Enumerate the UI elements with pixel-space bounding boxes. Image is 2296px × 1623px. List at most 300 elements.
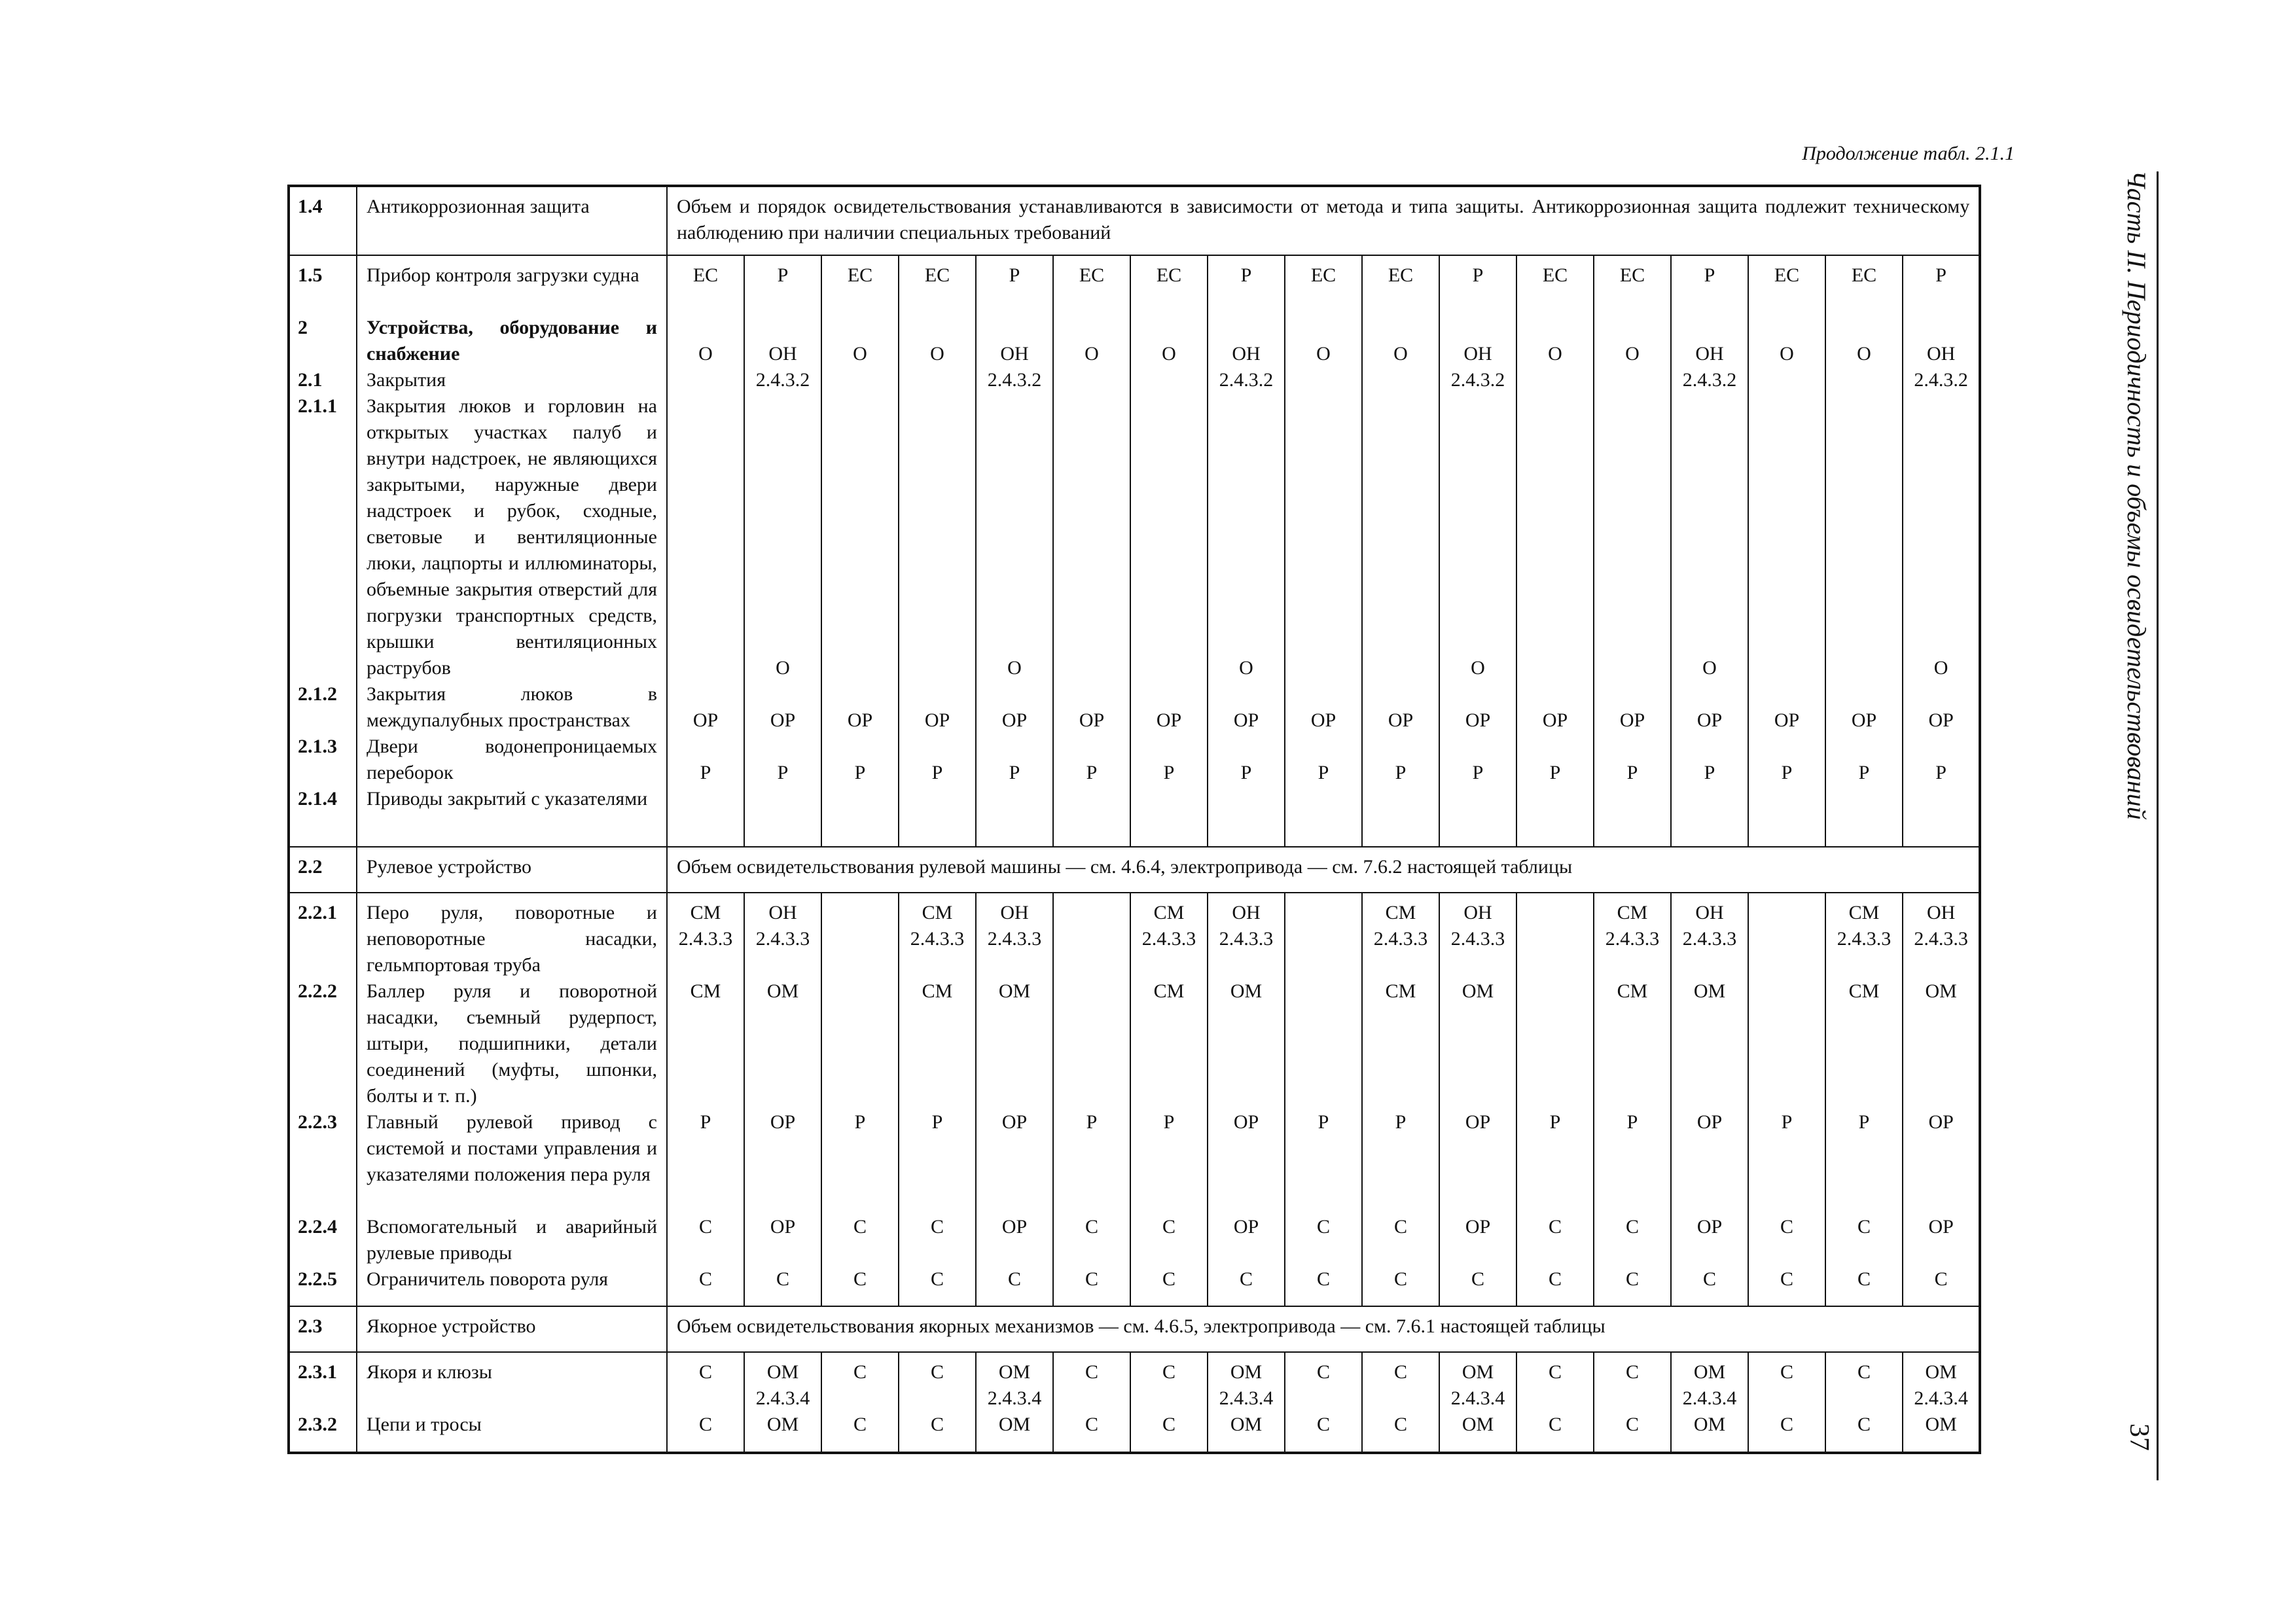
survey-code: С (1548, 1268, 1562, 1290)
survey-table (287, 185, 1981, 1454)
survey-code: СМ (1848, 902, 1880, 923)
survey-code: О (1393, 343, 1408, 365)
survey-column-2 (744, 255, 821, 847)
survey-code: ОМ (1462, 1361, 1494, 1383)
survey-code: ОР (692, 709, 719, 731)
survey-code: Р (1086, 762, 1098, 783)
survey-code: С (1162, 1216, 1175, 1238)
survey-column-5 (976, 893, 1053, 1306)
survey-code: О (1857, 343, 1871, 365)
survey-code: С (1548, 1216, 1562, 1238)
survey-code: СМ (1848, 980, 1880, 1002)
survey-code: ОР (770, 1111, 796, 1133)
survey-column-4 (899, 255, 976, 847)
survey-code: С (930, 1268, 944, 1290)
item-name: Закрытия люков в междупалубных пространствах (367, 683, 657, 731)
survey-code: ОМ (766, 1414, 799, 1435)
survey-code: СМ (1617, 902, 1648, 923)
survey-column-13 (1594, 893, 1671, 1306)
survey-column-2 (744, 1352, 821, 1453)
survey-column-1 (667, 255, 744, 847)
survey-code: Р (1163, 762, 1175, 783)
survey-code: О (1780, 343, 1794, 365)
survey-column-15 (1748, 1352, 1825, 1453)
item-name: Вспомогательный и аварийный рулевые приводы (367, 1216, 657, 1264)
survey-code: О (1162, 343, 1176, 365)
survey-code: ОР (1774, 709, 1800, 731)
survey-code: СМ (922, 980, 953, 1002)
survey-column-16 (1825, 1352, 1903, 1453)
survey-code: 2.4.3.4 (1219, 1387, 1274, 1409)
survey-code: ОН (1463, 902, 1492, 923)
survey-code: С (1702, 1268, 1716, 1290)
page-number: 37 (2124, 1423, 2154, 1451)
survey-column-3 (821, 1352, 899, 1453)
survey-column-5 (976, 1352, 1053, 1453)
survey-code: Р (1009, 264, 1020, 286)
survey-column-12 (1516, 893, 1594, 1306)
item-name: Баллер руля и поворотной насадки, съемный рудерпост, штыри, подшипники, детали соединений (муфты, шпонки, болты и т. п.) (367, 980, 657, 1107)
part-title: Часть II. Периодичность и объемы освидетельствований (2122, 170, 2151, 820)
survey-code: ОР (1696, 1216, 1723, 1238)
item-name: Перо руля, поворотные и неповоротные насадки, гельмпортовая труба (367, 902, 657, 976)
survey-code: ЕС (1774, 264, 1800, 286)
survey-column-6 (1053, 1352, 1130, 1453)
survey-code: О (776, 657, 790, 679)
survey-code: ОР (847, 709, 873, 731)
survey-code: О (1085, 343, 1099, 365)
survey-column-10 (1362, 1352, 1439, 1453)
survey-code: 2.4.3.2 (1219, 369, 1274, 391)
survey-code: ОН (1463, 343, 1492, 365)
item-number: 2.1 (298, 369, 323, 391)
survey-code: С (698, 1361, 712, 1383)
survey-column-14 (1671, 255, 1748, 847)
item-name: Устройства, оборудование и снабжение (367, 317, 657, 365)
row-2-2-num: 2.2 (289, 847, 357, 893)
survey-column-1 (667, 1352, 744, 1453)
survey-column-9 (1285, 893, 1362, 1306)
survey-code: 2.4.3.3 (1837, 928, 1892, 950)
survey-code: ОР (1233, 1216, 1259, 1238)
survey-code: ОР (1696, 1111, 1723, 1133)
survey-code: 2.4.3.3 (1682, 928, 1737, 950)
survey-code: ОМ (1925, 1361, 1957, 1383)
survey-column-5 (976, 255, 1053, 847)
item-number: 2.1.3 (298, 736, 337, 757)
row-2-3-num: 2.3 (289, 1306, 357, 1352)
survey-code: Р (1781, 1111, 1793, 1133)
survey-code: ОР (1233, 709, 1259, 731)
row-2-2 (289, 847, 1980, 893)
survey-code: С (1316, 1268, 1330, 1290)
survey-code: 2.4.3.4 (1914, 1387, 1968, 1409)
survey-code: ОМ (1925, 1414, 1957, 1435)
survey-column-7 (1130, 1352, 1208, 1453)
survey-code: Р (1240, 762, 1252, 783)
survey-code: ОР (1619, 709, 1645, 731)
survey-code: ОМ (1230, 1414, 1263, 1435)
survey-column-1 (667, 893, 744, 1306)
survey-column-16 (1825, 893, 1903, 1306)
survey-code: ОР (1851, 709, 1877, 731)
survey-code: ОР (1001, 1111, 1028, 1133)
survey-code: С (1548, 1414, 1562, 1435)
survey-code: С (1780, 1268, 1793, 1290)
survey-code: ОР (1079, 709, 1105, 731)
survey-code: Р (700, 762, 711, 783)
survey-code: С (1085, 1361, 1098, 1383)
survey-code: Р (1858, 762, 1870, 783)
survey-code: ОМ (1462, 1414, 1494, 1435)
survey-code: ОР (1001, 709, 1028, 731)
survey-code: 2.4.3.2 (1450, 369, 1505, 391)
survey-code: ОМ (1462, 980, 1494, 1002)
survey-code: Р (1472, 264, 1484, 286)
survey-code: 2.4.3.3 (1373, 928, 1428, 950)
survey-code: С (698, 1216, 712, 1238)
survey-code: 2.4.3.2 (1682, 369, 1737, 391)
survey-code: Р (1858, 1111, 1870, 1133)
survey-column-3 (821, 893, 899, 1306)
survey-code: ЕС (924, 264, 950, 286)
survey-column-4 (899, 1352, 976, 1453)
survey-code: СМ (1153, 980, 1185, 1002)
survey-code: С (853, 1268, 867, 1290)
survey-code: О (1702, 657, 1717, 679)
survey-code: ОН (1695, 902, 1724, 923)
survey-code: 2.4.3.3 (1914, 928, 1968, 950)
survey-code: С (1007, 1268, 1021, 1290)
survey-code: Р (1240, 264, 1252, 286)
survey-code: ОМ (1230, 980, 1263, 1002)
survey-code: ОН (768, 343, 797, 365)
survey-column-9 (1285, 1352, 1362, 1453)
survey-code: С (853, 1361, 867, 1383)
survey-code: ОМ (1925, 980, 1957, 1002)
survey-code: ОР (1928, 1111, 1954, 1133)
survey-column-7 (1130, 893, 1208, 1306)
survey-column-14 (1671, 1352, 1748, 1453)
survey-code: С (1085, 1216, 1098, 1238)
survey-column-11 (1439, 893, 1516, 1306)
survey-code: Р (1626, 1111, 1638, 1133)
survey-code: ОМ (998, 1361, 1031, 1383)
survey-code: Р (1395, 1111, 1407, 1133)
survey-code: ОН (1926, 343, 1956, 365)
survey-code: О (1007, 657, 1022, 679)
survey-code: 2.4.3.4 (1450, 1387, 1505, 1409)
survey-code: ОМ (1693, 1361, 1726, 1383)
survey-code: ЕС (692, 264, 719, 286)
survey-code: ОР (1928, 709, 1954, 731)
survey-code: С (1780, 1414, 1793, 1435)
survey-column-8 (1208, 255, 1285, 847)
item-number: 2.2.3 (298, 1111, 337, 1133)
survey-code: С (930, 1361, 944, 1383)
item-number: 2.1.4 (298, 788, 337, 810)
row-2-3 (289, 1306, 1980, 1352)
survey-code: Р (1472, 762, 1484, 783)
survey-code: С (930, 1216, 944, 1238)
survey-code: С (1857, 1361, 1871, 1383)
survey-code: ОР (1542, 709, 1568, 731)
survey-code: С (1239, 1268, 1253, 1290)
survey-code: О (1548, 343, 1562, 365)
survey-code: С (853, 1216, 867, 1238)
item-number: 2.3.1 (298, 1361, 337, 1383)
survey-code: 2.4.3.2 (1914, 369, 1968, 391)
survey-code: ЕС (1079, 264, 1105, 286)
item-number: 2.2.1 (298, 902, 337, 923)
survey-code: 2.4.3.3 (1450, 928, 1505, 950)
survey-code: ЕС (1619, 264, 1645, 286)
survey-code: ОР (1696, 709, 1723, 731)
survey-code: ОН (768, 902, 797, 923)
rows-2-2-1-to-2-2-5 (289, 893, 1980, 1306)
row-2-2-name: Рулевое устройство (357, 847, 667, 893)
survey-code: ОР (1310, 709, 1336, 731)
block1-names (357, 255, 667, 847)
survey-code: ОМ (1230, 1361, 1263, 1383)
survey-code: С (1316, 1414, 1330, 1435)
rows-2-3-1-to-2-3-2 (289, 1352, 1980, 1453)
survey-code: О (1625, 343, 1640, 365)
survey-code: ЕС (1851, 264, 1877, 286)
survey-table-container (287, 185, 1979, 1452)
survey-code: Р (1163, 1111, 1175, 1133)
survey-code: СМ (690, 902, 721, 923)
survey-column-11 (1439, 1352, 1516, 1453)
survey-code: 2.4.3.4 (987, 1387, 1042, 1409)
survey-code: ОН (1000, 902, 1029, 923)
survey-code: ОР (1928, 1216, 1954, 1238)
survey-code: 2.4.3.2 (987, 369, 1042, 391)
item-name: Двери водонепроницаемых переборок (367, 736, 657, 783)
survey-code: О (698, 343, 713, 365)
survey-code: СМ (1153, 902, 1185, 923)
survey-column-3 (821, 255, 899, 847)
survey-code: ЕС (847, 264, 873, 286)
item-name: Приводы закрытий с указателями (367, 788, 648, 810)
survey-code: ОМ (766, 980, 799, 1002)
survey-code: С (853, 1414, 867, 1435)
survey-code: О (853, 343, 867, 365)
survey-column-17 (1903, 893, 1980, 1306)
survey-code: С (1857, 1216, 1871, 1238)
row-1-4-note: Объем и порядок освидетельствования устанавливаются в зависимости от метода и типа защиты. Антикоррозионная защита подлежит техническому наблюдению при наличии специальных требований (667, 186, 1980, 255)
survey-code: О (1239, 657, 1253, 679)
survey-code: СМ (922, 902, 953, 923)
survey-column-13 (1594, 1352, 1671, 1453)
survey-column-4 (899, 893, 976, 1306)
survey-code: ОН (1695, 343, 1724, 365)
survey-code: 2.4.3.3 (1605, 928, 1660, 950)
survey-code: Р (777, 762, 789, 783)
item-name: Закрытия люков и горловин на открытых участках палуб и внутри надстроек, не являющихся закрытыми, наружные двери надстроек и рубок, сходные, световые и вентиляционные люки, лацпорты и иллюминаторы, объемные закрытия отверстий для погрузки транспортных средств, крышки вентиляционных раструбов (367, 395, 657, 679)
survey-column-12 (1516, 255, 1594, 847)
item-name: Главный рулевой привод с системой и постами управления и указателями положения пера руля (367, 1111, 657, 1185)
survey-code: Р (854, 1111, 866, 1133)
survey-code: 2.4.3.2 (755, 369, 810, 391)
item-number: 1.5 (298, 264, 323, 286)
survey-code: С (1625, 1361, 1639, 1383)
survey-code: С (1085, 1268, 1098, 1290)
survey-code: ОР (1388, 709, 1414, 731)
survey-code: Р (1626, 762, 1638, 783)
row-2-3-name: Якорное устройство (357, 1306, 667, 1352)
block2-names (357, 893, 667, 1306)
item-number: 2.2.4 (298, 1216, 337, 1238)
survey-column-10 (1362, 893, 1439, 1306)
survey-code: Р (1704, 762, 1715, 783)
survey-code: Р (854, 762, 866, 783)
rows-1-5-to-2-1-4 (289, 255, 1980, 847)
survey-code: 2.4.3.3 (1141, 928, 1196, 950)
survey-code: ОР (1465, 1111, 1491, 1133)
block2-nums (289, 893, 357, 1306)
survey-code: ОН (1232, 343, 1261, 365)
survey-column-15 (1748, 893, 1825, 1306)
survey-code: С (1393, 1216, 1407, 1238)
survey-code: О (1316, 343, 1331, 365)
survey-code: С (930, 1414, 944, 1435)
survey-code: С (1780, 1216, 1793, 1238)
survey-code: ОН (1000, 343, 1029, 365)
survey-column-11 (1439, 255, 1516, 847)
survey-column-9 (1285, 255, 1362, 847)
survey-code: Р (1549, 762, 1561, 783)
survey-code: С (1085, 1414, 1098, 1435)
survey-code: ОМ (1693, 1414, 1726, 1435)
survey-code: С (1625, 1268, 1639, 1290)
side-rule (2157, 171, 2159, 1480)
survey-code: СМ (1617, 980, 1648, 1002)
survey-code: 2.4.3.3 (1219, 928, 1274, 950)
survey-column-8 (1208, 893, 1285, 1306)
item-number: 2.1.2 (298, 683, 337, 705)
survey-column-6 (1053, 893, 1130, 1306)
survey-code: Р (1009, 762, 1020, 783)
survey-code: С (1625, 1414, 1639, 1435)
survey-code: С (1162, 1414, 1175, 1435)
item-number: 2.2.2 (298, 980, 337, 1002)
survey-code: Р (1781, 762, 1793, 783)
survey-column-14 (1671, 893, 1748, 1306)
survey-code: С (1780, 1361, 1793, 1383)
survey-code: С (776, 1268, 789, 1290)
survey-column-16 (1825, 255, 1903, 847)
survey-code: ОН (1232, 902, 1261, 923)
survey-code: ОР (1233, 1111, 1259, 1133)
item-name: Прибор контроля загрузки судна (367, 264, 639, 286)
survey-code: С (1857, 1414, 1871, 1435)
survey-code: Р (1086, 1111, 1098, 1133)
survey-code: ОР (1465, 709, 1491, 731)
survey-code: О (930, 343, 944, 365)
survey-code: С (1857, 1268, 1871, 1290)
survey-code: С (1471, 1268, 1484, 1290)
item-name: Якоря и клюзы (367, 1361, 492, 1383)
survey-code: ОР (924, 709, 950, 731)
survey-column-12 (1516, 1352, 1594, 1453)
survey-code: ОР (1001, 1216, 1028, 1238)
item-number: 2.2.5 (298, 1268, 337, 1290)
survey-code: О (1471, 657, 1485, 679)
block1-nums (289, 255, 357, 847)
survey-code: СМ (1385, 902, 1416, 923)
row-1-4-num: 1.4 (289, 186, 357, 255)
survey-code: С (698, 1268, 712, 1290)
survey-code: Р (700, 1111, 711, 1133)
survey-column-13 (1594, 255, 1671, 847)
survey-code: 2.4.3.4 (1682, 1387, 1737, 1409)
item-number: 2.1.1 (298, 395, 337, 417)
survey-code: ОМ (998, 1414, 1031, 1435)
survey-code: ОМ (1693, 980, 1726, 1002)
item-number: 2.3.2 (298, 1414, 337, 1435)
survey-column-2 (744, 893, 821, 1306)
row-1-4-name: Антикоррозионная защита (357, 186, 667, 255)
survey-column-17 (1903, 255, 1980, 847)
survey-code: СМ (1385, 980, 1416, 1002)
survey-code: ОМ (998, 980, 1031, 1002)
survey-code: 2.4.3.4 (755, 1387, 810, 1409)
survey-code: Р (931, 762, 943, 783)
survey-code: ОР (1156, 709, 1182, 731)
survey-code: Р (1935, 762, 1946, 783)
item-name: Закрытия (367, 369, 446, 391)
survey-code: С (1316, 1361, 1330, 1383)
survey-code: Р (1318, 1111, 1329, 1133)
item-number: 2 (298, 317, 308, 338)
block3-nums (289, 1352, 357, 1453)
row-1-4 (289, 186, 1980, 255)
survey-code: Р (1704, 264, 1715, 286)
survey-code: С (1625, 1216, 1639, 1238)
survey-code: С (1162, 1361, 1175, 1383)
survey-code: С (1316, 1216, 1330, 1238)
survey-column-6 (1053, 255, 1130, 847)
item-name: Ограничитель поворота руля (367, 1268, 609, 1290)
survey-code: СМ (690, 980, 721, 1002)
survey-code: С (1548, 1361, 1562, 1383)
survey-code: ЕС (1156, 264, 1182, 286)
survey-code: Р (1549, 1111, 1561, 1133)
item-name: Цепи и тросы (367, 1414, 482, 1435)
survey-code: С (698, 1414, 712, 1435)
survey-code: Р (931, 1111, 943, 1133)
survey-code: ЕС (1542, 264, 1568, 286)
survey-column-7 (1130, 255, 1208, 847)
survey-code: С (1393, 1361, 1407, 1383)
survey-column-8 (1208, 1352, 1285, 1453)
survey-code: 2.4.3.3 (678, 928, 733, 950)
survey-code: ОР (770, 1216, 796, 1238)
survey-code: Р (777, 264, 789, 286)
survey-code: О (1933, 657, 1948, 679)
survey-code: 2.4.3.3 (910, 928, 965, 950)
survey-code: ОР (770, 709, 796, 731)
survey-code: ОН (1926, 902, 1956, 923)
survey-code: Р (1318, 762, 1329, 783)
survey-code: С (1393, 1268, 1407, 1290)
survey-code: Р (1395, 762, 1407, 783)
survey-code: С (1162, 1268, 1175, 1290)
survey-code: ОМ (766, 1361, 799, 1383)
survey-code: С (1934, 1268, 1948, 1290)
survey-code: С (1393, 1414, 1407, 1435)
